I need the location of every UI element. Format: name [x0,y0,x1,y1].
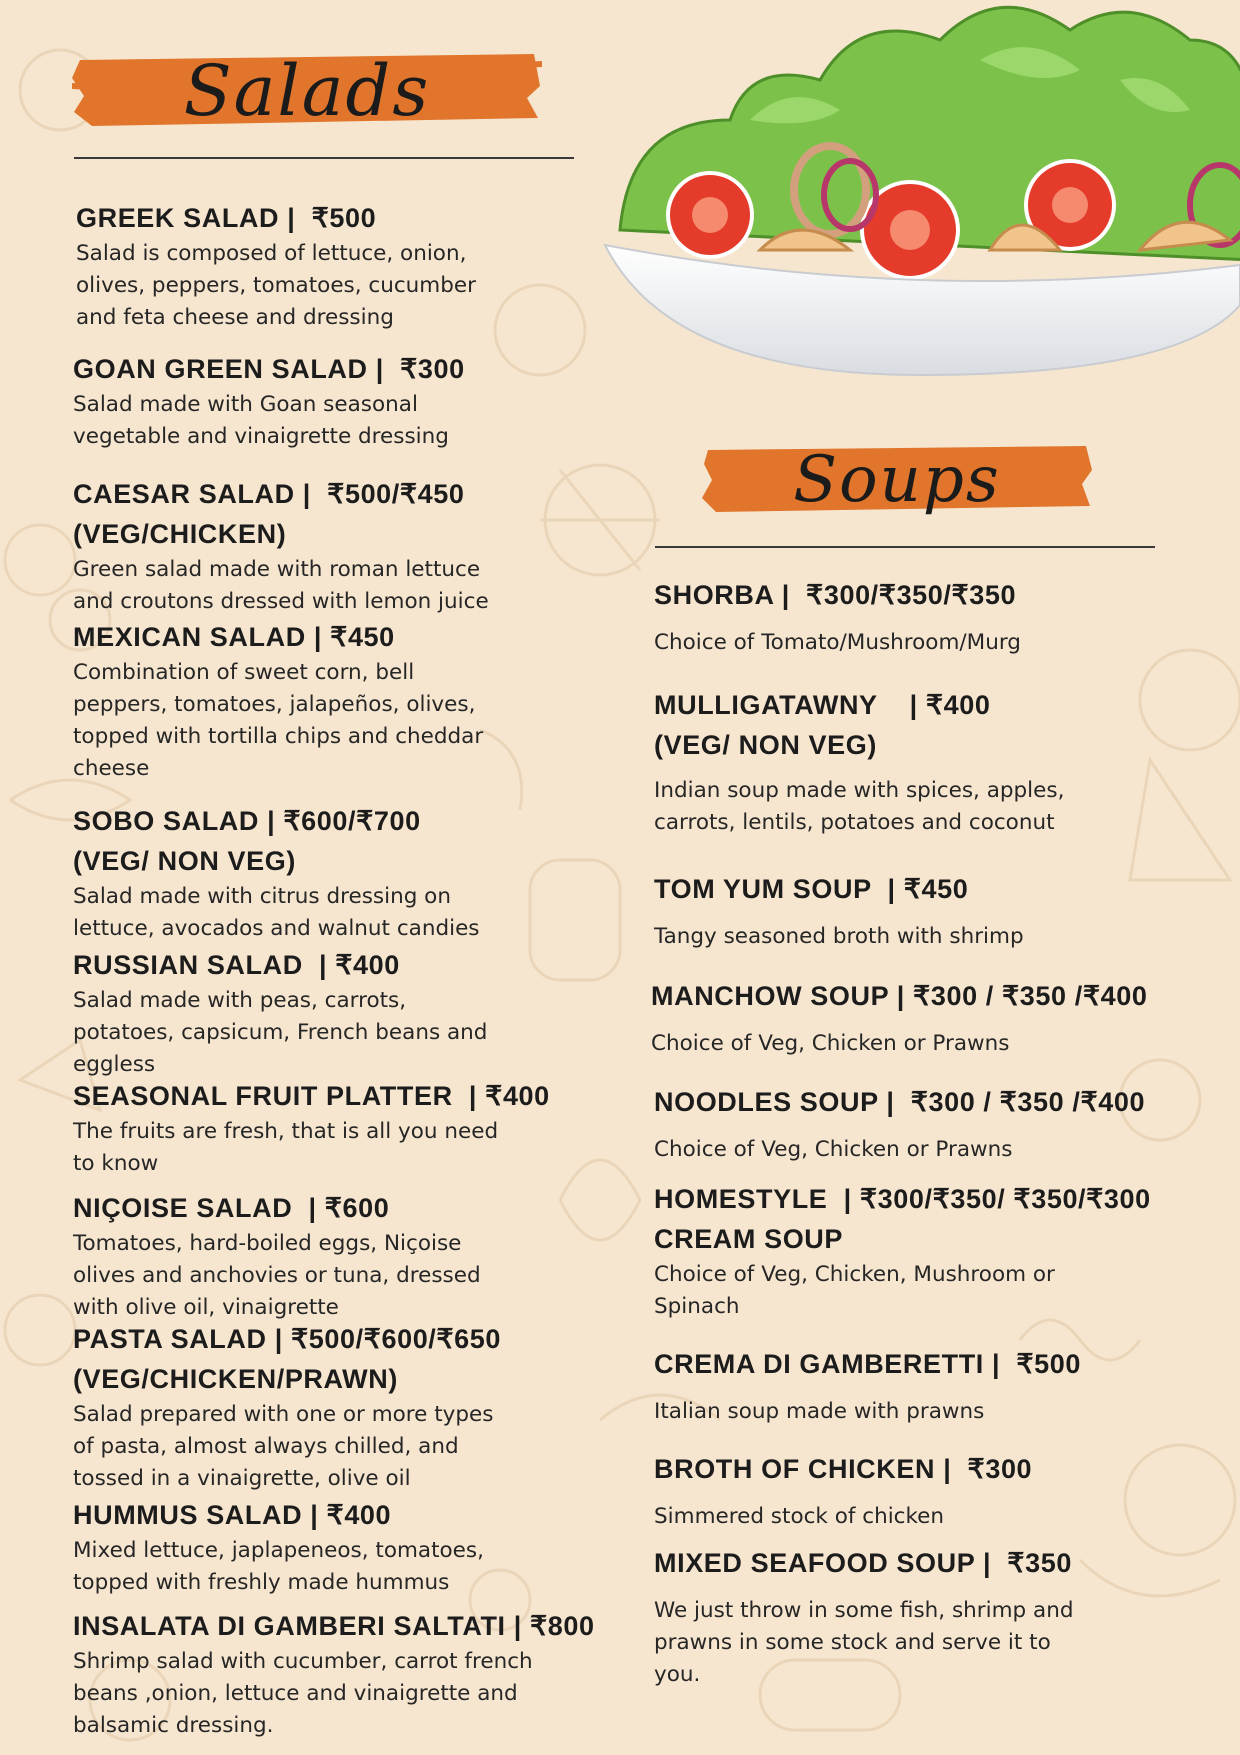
item-description: topped with freshly made hummus [73,1570,450,1595]
item-title: HUMMUS SALAD | ₹400 [73,1500,392,1530]
item-title: (VEG/CHICKEN) [73,519,287,549]
item-description: topped with tortilla chips and cheddar [73,724,484,749]
item-title: NIÇOISE SALAD | ₹600 [73,1193,390,1223]
item-description: Indian soup made with spices, apples, [654,778,1065,803]
soups-divider [655,546,1155,548]
item-description: prawns in some stock and serve it to [654,1630,1051,1655]
item-description: Salad made with citrus dressing on [73,884,451,909]
menu-item-goan-green-salad [73,349,465,453]
item-title: GREEK SALAD | ₹500 [76,203,377,233]
item-description: Mixed lettuce, japlapeneos, tomatoes, [73,1538,484,1563]
item-description: olives and anchovies or tuna, dressed [73,1263,481,1288]
item-title: SEASONAL FRUIT PLATTER | ₹400 [73,1081,550,1111]
menu-item-shorba [654,575,1021,659]
item-title: SHORBA | ₹300/₹350/₹350 [654,580,1017,610]
menu-item-hummus-salad [73,1495,484,1599]
menu-item-russian-salad [73,945,487,1081]
item-title: RUSSIAN SALAD | ₹400 [73,950,400,980]
item-description: Salad is composed of lettuce, onion, [76,241,467,266]
menu-item-caesar-salad [73,474,489,618]
item-title: HOMESTYLE | ₹300/₹350/ ₹350/₹300 [654,1184,1151,1214]
item-title: NOODLES SOUP | ₹300 / ₹350 /₹400 [654,1087,1146,1117]
item-description: Salad made with Goan seasonal [73,392,418,417]
menu-item-mulligatawny [654,685,1064,839]
item-description: vegetable and vinaigrette dressing [73,424,449,449]
menu-item-greek-salad [76,198,476,334]
item-description: We just throw in some fish, shrimp and [654,1598,1074,1623]
item-description: Salad made with peas, carrots, [73,988,407,1013]
item-description: balsamic dressing. [73,1713,274,1738]
item-description: olives, peppers, tomatoes, cucumber [76,273,476,298]
salads-divider [74,157,574,159]
item-title: MULLIGATAWNY | ₹400 [654,690,991,720]
menu-item-crema-di-gamberetti [654,1344,1081,1428]
item-title: (VEG/CHICKEN/PRAWN) [73,1364,398,1394]
item-title: INSALATA DI GAMBERI SALTATI | ₹800 [73,1611,595,1641]
menu-item-tom-yum-soup [654,869,1024,953]
item-title: TOM YUM SOUP | ₹450 [654,874,969,904]
item-description: you. [654,1662,701,1687]
menu-item-nicoise-salad [73,1188,481,1324]
item-title: (VEG/ NON VEG) [73,846,296,876]
soups-banner [702,440,1092,520]
item-description: Tomatoes, hard-boiled eggs, Niçoise [73,1231,462,1256]
item-description: Spinach [654,1294,740,1319]
item-description: and croutons dressed with lemon juice [73,589,489,614]
item-title: CREAM SOUP [654,1224,844,1254]
item-title: CREMA DI GAMBERETTI | ₹500 [654,1349,1081,1379]
menu-item-broth-of-chicken [654,1449,1032,1533]
item-description: and feta cheese and dressing [76,305,394,330]
item-title: MIXED SEAFOOD SOUP | ₹350 [654,1548,1072,1578]
item-description: tossed in a vinaigrette, olive oil [73,1466,411,1491]
item-description: of pasta, almost always chilled, and [73,1434,459,1459]
item-title: MANCHOW SOUP | ₹300 / ₹350 /₹400 [651,981,1148,1011]
item-description: Choice of Veg, Chicken, Mushroom or [654,1262,1055,1287]
menu-item-mixed-seafood-soup [654,1543,1073,1691]
item-description: Choice of Veg, Chicken or Prawns [651,1031,1010,1056]
item-description: to know [73,1151,159,1176]
item-description: carrots, lentils, potatoes and coconut [654,810,1055,835]
item-description: Salad prepared with one or more types [73,1402,494,1427]
soups-heading: Soups [793,443,1001,517]
item-description: Combination of sweet corn, bell [73,660,415,685]
item-description: peppers, tomatoes, jalapeños, olives, [73,692,476,717]
menu-item-sobo-salad [73,801,480,945]
menu-item-manchow-soup [651,976,1147,1060]
item-title: MEXICAN SALAD | ₹450 [73,622,395,652]
salads-banner [72,46,542,136]
menu-item-insalata-di-gamberi-saltati [73,1606,595,1742]
item-description: Simmered stock of chicken [654,1504,945,1529]
menu-item-pasta-salad [73,1319,501,1495]
item-description: Green salad made with roman lettuce [73,557,481,582]
item-title: (VEG/ NON VEG) [654,730,877,760]
item-description: Choice of Veg, Chicken or Prawns [654,1137,1013,1162]
menu-item-mexican-salad [73,617,483,785]
item-description: beans ,onion, lettuce and vinaigrette and [73,1681,518,1706]
item-description: Italian soup made with prawns [654,1399,985,1424]
item-description: Tangy seasoned broth with shrimp [654,924,1024,949]
salads-heading: Salads [183,50,431,132]
item-description: lettuce, avocados and walnut candies [73,916,480,941]
item-title: BROTH OF CHICKEN | ₹300 [654,1454,1033,1484]
item-title: PASTA SALAD | ₹500/₹600/₹650 [73,1324,502,1354]
item-description: eggless [73,1052,156,1077]
item-title: SOBO SALAD | ₹600/₹700 [73,806,421,836]
item-description: with olive oil, vinaigrette [73,1295,339,1320]
salad-bowl-illustration [600,0,1240,390]
item-description: Choice of Tomato/Mushroom/Murg [654,630,1021,655]
menu-item-seasonal-fruit-platter [73,1076,550,1180]
item-description: The fruits are fresh, that is all you need [73,1119,499,1144]
item-title: GOAN GREEN SALAD | ₹300 [73,354,465,384]
item-title: CAESAR SALAD | ₹500/₹450 [73,479,465,509]
item-description: cheese [73,756,150,781]
item-description: Shrimp salad with cucumber, carrot french [73,1649,533,1674]
menu-item-noodles-soup [654,1082,1145,1166]
item-description: potatoes, capsicum, French beans and [73,1020,488,1045]
menu-item-homestyle-cream-soup [654,1179,1151,1323]
